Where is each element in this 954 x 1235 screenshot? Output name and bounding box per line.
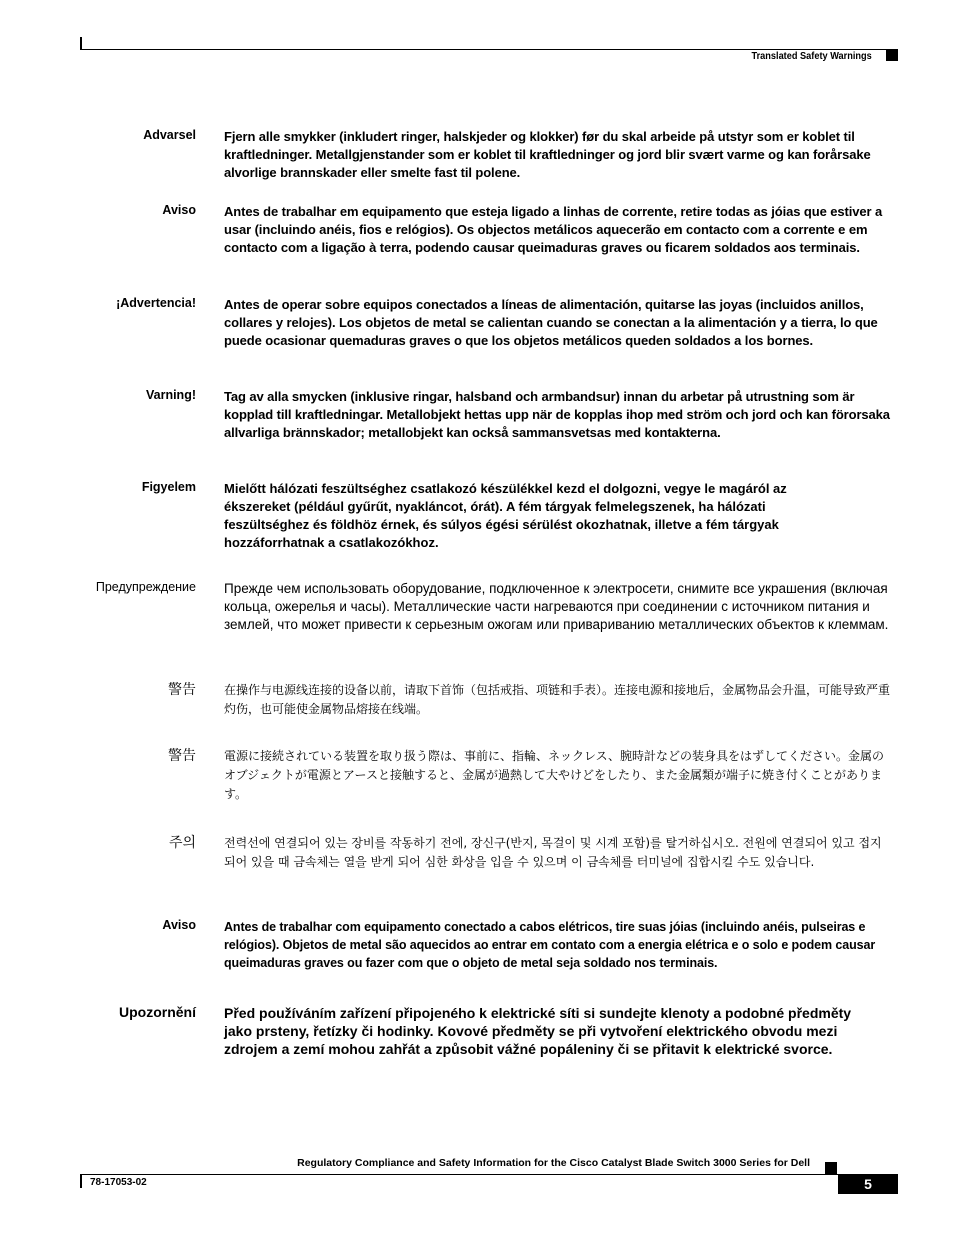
- warning-text: Antes de trabalhar com equipamento conectado a cabos elétricos, tire suas jóias (incluindo anéis, pulseiras e relógios). Objetos de metal são aquecidos ao entrar em contato com a energia elétrica e o solo e podem causar queimaduras graves ou fazer com que o objeto de metal seja soldado nos terminais.: [224, 920, 876, 970]
- header-rule: [80, 49, 898, 50]
- warning-text: Прежде чем использовать оборудование, подключенное к электросети, снимите все украшения (включая кольца, ожерелья и часы). Металлические части нагреваются при соединении с источником питания и землей, что может привести к серьезным ожогам или привариванию металлических объектов к клеммам.: [224, 581, 889, 632]
- warning-text: 전력선에 연결되어 있는 장비를 작동하기 전에, 장신구(반지, 목걸이 및 시계 포함)를 탈거하십시오. 전원에 연결되어 있고 접지되어 있을 때 금속체는 열을 받게 되어 심한 화상을 입을 수 있으며 이 금속체를 터미널에 집합시킬 수도 있습니다.: [224, 836, 882, 869]
- warning-text: Tag av alla smycken (inklusive ringar, halsband och armbandsur) innan du arbetar på utrustning som är kopplad till kraftledningar. Metallobjekt hettas upp när de kopplas ihop med ström och jord och kan förorsaka allvarliga brännskador; metallobjekt kan också sammansvetsas med kontakterna.: [224, 389, 890, 440]
- warning-text: Antes de trabalhar em equipamento que esteja ligado a linhas de corrente, retire todas as jóias que estiver a usar (incluindo anéis, fios e relógios). Os objectos metálicos aquecerão em contacto com a corrente e em contacto com a ligação à terra, podendo causar queimaduras graves ou ficarem soldados aos terminais.: [224, 204, 883, 255]
- warning-label: Varning!: [145, 388, 196, 402]
- footer-page-number: 5: [838, 1174, 898, 1194]
- footer-tick-mark: [80, 1174, 82, 1188]
- warning-label: 주의: [168, 835, 196, 851]
- footer-marker-box: [825, 1162, 837, 1174]
- header-title: Translated Safety Warnings: [751, 51, 872, 62]
- warning-text: Fjern alle smykker (inkludert ringer, halskjeder og klokker) før du skal arbeide på utstyr som er koblet til kraftledninger. Metallgjenstander som er koblet til kraftledninger og jord blir svært varme og kan forårsake alvorlige brannskader eller smelte fast til polene.: [224, 129, 871, 180]
- warning-text: Antes de operar sobre equipos conectados a líneas de alimentación, quitarse las joyas (incluidos anillos, collares y relojes). Los objetos de metal se calientan cuando se conectan a la alimentación y a tierra, lo que puede ocasionar quemaduras graves o que los objetos metálicos queden soldados a los bornes.: [224, 297, 878, 348]
- warning-label: Aviso: [162, 203, 196, 217]
- warning-label: Aviso: [162, 918, 196, 932]
- header-marker-box: [886, 50, 898, 61]
- footer-rule: [80, 1174, 838, 1175]
- warning-text: 在操作与电源线连接的设备以前，请取下首饰（包括戒指、项链和手表）。连接电源和接地后，金属物品会升温，可能导致严重灼伤，也可能使金属物品熔接在线端。: [224, 683, 891, 716]
- warning-text: Před používáním zařízení připojeného k elektrické síti si sundejte klenoty a podobné předměty jako prsteny, řetízky či hodinky. Kovové předměty se při vytvoření elektrického obvodu mezi zdrojem a zemí mohou zahřát a způsobit vážné popáleniny či se přitavit k elektrické svorce.: [224, 1005, 852, 1057]
- warning-label: Advarsel: [143, 128, 196, 142]
- warning-label: 警告: [168, 682, 196, 698]
- warning-label: 警告: [168, 748, 196, 764]
- warning-label: Предупреждение: [95, 580, 196, 594]
- warning-text: 電源に接続されている装置を取り扱う際は、事前に、指輪、ネックレス、腕時計などの装身具をはずしてください。金属のオブジェクトが電源とアースと接触すると、金属が過熱して大やけどをしたり、また金属類が端子に焼き付くことがあります。: [224, 749, 885, 801]
- warning-label: ¡Advertencia!: [116, 296, 196, 310]
- footer-doc-number: 78-17053-02: [90, 1177, 147, 1188]
- warning-label: Figyelem: [141, 480, 196, 494]
- footer-document-title: Regulatory Compliance and Safety Information for the Cisco Catalyst Blade Switch 3000 Series for Dell: [297, 1157, 810, 1169]
- warning-label: Upozornění: [119, 1004, 196, 1020]
- warning-text: Mielőtt hálózati feszültséghez csatlakozó készülékkel kezd el dolgozni, vegye le magáról az ékszereket (például gyűrűt, nyakláncot, órát). A fém tárgyak felmelegszenek, ha hálózati feszültséghez és földhöz érnek, és súlyos égési sérülést okozhatnak, illetve a fém tárgyak hozzáforrhatnak a csatlakozókhoz.: [224, 481, 787, 550]
